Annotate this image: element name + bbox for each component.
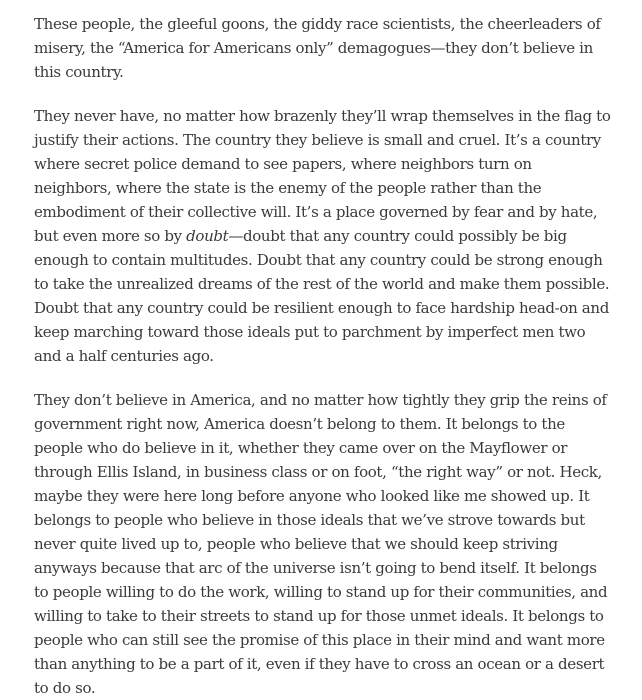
emphasis-doubt: doubt (186, 227, 229, 245)
paragraph-2 (34, 104, 612, 368)
paragraph-2-text-after: —doubt that any country could possibly be big enough to contain multitudes. Doubt that any country could be strong enough to take the unrealized dreams of the rest of the world and make them possible. Doubt that any country could be resilient enough to face hardship head-on and keep marching toward those ideals put to parchment by imperfect men two and a half centuries ago. (34, 227, 610, 365)
paragraph-1: These people, the gleeful goons, the giddy race scientists, the cheerleaders of misery, the “America for Americans only” demagogues—they don’t believe in this country. (34, 15, 601, 81)
paragraph-2-text-before: They never have, no matter how brazenly they’ll wrap themselves in the flag to justify their actions. The country they believe is small and cruel. It’s a country where secret police demand to see papers, where neighbors turn on neighbors, where the state is the enemy of the people rather than the embodiment of their collective will. It’s a place governed by fear and by hate, but even more so by (34, 107, 611, 245)
paragraph-3: They don’t believe in America, and no matter how tightly they grip the reins of government right now, America doesn’t belong to them. It belongs to the people who do believe in it, whether they came over on the Mayflower or through Ellis Island, in business class or on foot, “the right way” or not. Heck, maybe they were here long before anyone who looked like me showed up. It belongs to people who believe in those ideals that we’ve strove towards but never quite lived up to, people who believe that we should keep striving anyways because that arc of the universe isn’t going to bend itself. It belongs to people willing to do the work, willing to stand up for their communities, and willing to take to their streets to stand up for those unmet ideals. It belongs to people who can still see the promise of this place in their mind and want more than anything to be a part of it, even if they have to cross an ocean or a desert to do so. (34, 391, 608, 697)
